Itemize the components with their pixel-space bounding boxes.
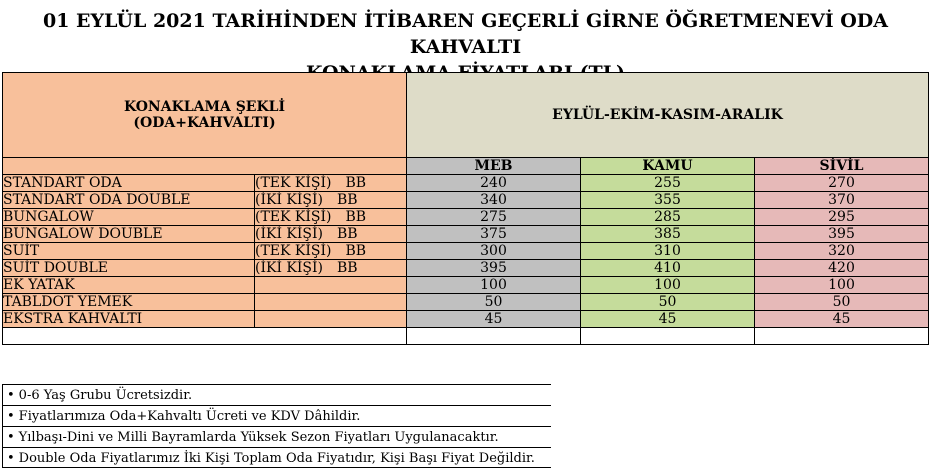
occupancy-label: (İKİ KİŞİ)	[255, 260, 324, 276]
notes-list	[2, 384, 929, 468]
note-text: Yılbaşı-Dini ve Milli Bayramlarda Yüksek Sezon Fiyatları Uygulanacaktır.	[18, 430, 499, 445]
board-label: BB	[337, 192, 358, 208]
price-sivil: 395	[755, 226, 929, 243]
price-row	[3, 192, 929, 209]
note-item: • 0-6 Yaş Grubu Ücretsizdir.	[2, 384, 551, 405]
occupancy-label: (TEK KİŞİ)	[255, 243, 332, 259]
room-type-cell: TABLDOT YEMEK	[3, 294, 255, 311]
room-type-cell: SUİT	[3, 243, 255, 260]
period-header: EYLÜL-EKİM-KASIM-ARALIK	[407, 73, 929, 158]
occupancy-cell	[255, 209, 407, 226]
price-kamu: 385	[581, 226, 755, 243]
price-sivil: 50	[755, 294, 929, 311]
column-header-sivil: SİVİL	[755, 158, 929, 175]
occupancy-label: (İKİ KİŞİ)	[255, 226, 324, 242]
accommodation-type-sublabel: (ODA+KAHVALTI)	[133, 115, 276, 131]
occupancy-cell	[255, 226, 407, 243]
note-text: Fiyatlarımıza Oda+Kahvaltı Ücreti ve KDV Dâhildir.	[18, 409, 361, 424]
price-kamu: 285	[581, 209, 755, 226]
occupancy-label: (TEK KİŞİ)	[255, 175, 332, 191]
price-row	[3, 311, 929, 328]
price-row	[3, 209, 929, 226]
price-kamu: 100	[581, 277, 755, 294]
price-kamu: 410	[581, 260, 755, 277]
price-kamu: 45	[581, 311, 755, 328]
price-row	[3, 226, 929, 243]
occupancy-cell	[255, 192, 407, 209]
price-kamu: 255	[581, 175, 755, 192]
price-sivil: 320	[755, 243, 929, 260]
occupancy-cell	[255, 260, 407, 277]
note-text: Double Oda Fiyatlarımız İki Kişi Toplam Oda Fiyatıdır, Kişi Başı Fiyat Değildir.	[18, 451, 535, 466]
price-kamu: 310	[581, 243, 755, 260]
board-label: BB	[337, 226, 358, 242]
room-type-cell: BUNGALOW	[3, 209, 255, 226]
note-text: 0-6 Yaş Grubu Ücretsizdir.	[18, 388, 193, 403]
price-meb: 275	[407, 209, 581, 226]
price-meb: 45	[407, 311, 581, 328]
price-row	[3, 260, 929, 277]
price-table	[2, 72, 929, 345]
column-header-kamu: KAMU	[581, 158, 755, 175]
occupancy-cell	[255, 243, 407, 260]
price-meb: 300	[407, 243, 581, 260]
occupancy-cell	[255, 175, 407, 192]
price-sivil: 45	[755, 311, 929, 328]
board-label: BB	[337, 260, 358, 276]
room-type-cell: EKSTRA KAHVALTI	[3, 311, 255, 328]
price-sivil: 100	[755, 277, 929, 294]
room-type-cell: SUİT DOUBLE	[3, 260, 255, 277]
note-item: • Double Oda Fiyatlarımız İki Kişi Toplam Oda Fiyatıdır, Kişi Başı Fiyat Değildir.	[2, 447, 551, 468]
title-line-1: 01 EYLÜL 2021 TARİHİNDEN İTİBAREN GEÇERLİ GİRNE ÖĞRETMENEVİ ODA KAHVALTI	[43, 10, 888, 58]
occupancy-label: (TEK KİŞİ)	[255, 209, 332, 225]
accommodation-type-header	[3, 73, 407, 158]
board-label: BB	[345, 243, 367, 259]
price-sivil: 420	[755, 260, 929, 277]
room-type-cell: BUNGALOW DOUBLE	[3, 226, 255, 243]
price-meb: 240	[407, 175, 581, 192]
price-meb: 100	[407, 277, 581, 294]
price-sivil: 270	[755, 175, 929, 192]
price-row	[3, 277, 929, 294]
occupancy-cell	[255, 294, 407, 311]
occupancy-cell	[255, 311, 407, 328]
occupancy-cell	[255, 277, 407, 294]
price-meb: 340	[407, 192, 581, 209]
price-meb: 395	[407, 260, 581, 277]
room-type-cell: STANDART ODA DOUBLE	[3, 192, 255, 209]
occupancy-label: (İKİ KİŞİ)	[255, 192, 324, 208]
price-meb: 375	[407, 226, 581, 243]
price-meb: 50	[407, 294, 581, 311]
note-item: • Fiyatlarımıza Oda+Kahvaltı Ücreti ve KDV Dâhildir.	[2, 405, 551, 426]
note-item: • Yılbaşı-Dini ve Milli Bayramlarda Yüksek Sezon Fiyatları Uygulanacaktır.	[2, 426, 551, 447]
page-title	[0, 0, 931, 72]
price-row	[3, 175, 929, 192]
price-sivil: 370	[755, 192, 929, 209]
price-sivil: 295	[755, 209, 929, 226]
room-type-cell: EK YATAK	[3, 277, 255, 294]
price-rows	[3, 175, 929, 328]
board-label: BB	[345, 209, 367, 225]
price-row	[3, 294, 929, 311]
price-kamu: 50	[581, 294, 755, 311]
price-row	[3, 243, 929, 260]
price-kamu: 355	[581, 192, 755, 209]
column-header-meb: MEB	[407, 158, 581, 175]
board-label: BB	[345, 175, 367, 191]
accommodation-type-label: KONAKLAMA ŞEKLİ	[123, 99, 286, 115]
header-spacer	[3, 158, 407, 175]
room-type-cell: STANDART ODA	[3, 175, 255, 192]
